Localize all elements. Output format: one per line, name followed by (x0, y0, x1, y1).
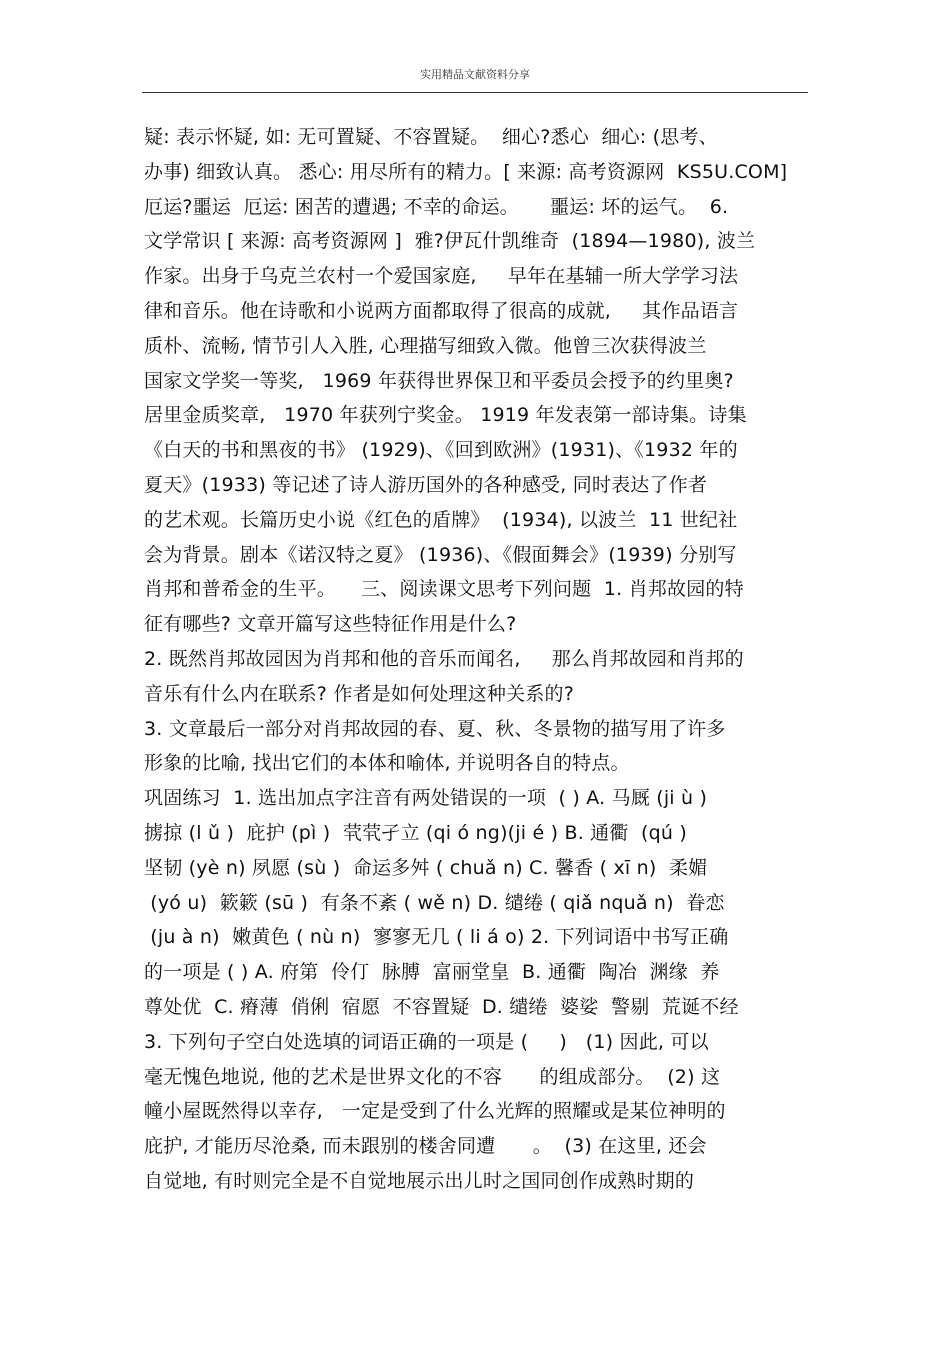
text-line: 作家。出身于乌克兰农村一个爱国家庭, 早年在基辅一所大学学习法 (144, 265, 739, 288)
document-body (144, 120, 844, 1199)
text-line: (yó u) 簌簌 (sū ) 有条不紊 ( wě n) D. 缱绻 ( qiǎ nquǎ n) 眷恋 (144, 891, 725, 914)
text-line: 的一项是 ( ) A. 府第 伶仃 脉膊 富丽堂皇 B. 通衢 陶冶 渊缘 养 (144, 961, 720, 984)
text-line: 国家文学奖一等奖, 1969 年获得世界保卫和平委员会授予的约里奥? (144, 369, 734, 392)
text-line: 征有哪些? 文章开篇写这些特征作用是什么? (144, 613, 517, 636)
text-line: 办事) 细致认真。 悉心: 用尽所有的精力。[ 来源: 高考资源网 KS5U.COM] (144, 160, 788, 183)
text-line: 肖邦和普希金的生平。 三、阅读课文思考下列问题 1. 肖邦故园的特 (144, 578, 744, 601)
text-line: 尊处优 C. 瘠薄 俏俐 宿愿 不容置疑 D. 缱绻 婆娑 警剔 荒诞不经 (144, 995, 739, 1018)
text-line: 坚韧 (yè n) 夙愿 (sù ) 命运多舛 ( chuǎ n) C. 馨香 ( xī n) 柔媚 (144, 856, 708, 879)
text-line: 《白天的书和黑夜的书》 (1929)、《回到欧洲》(1931)、《1932 年的 (144, 439, 738, 462)
text-line: 2. 既然肖邦故园因为肖邦和他的音乐而闻名, 那么肖邦故园和肖邦的 (144, 647, 744, 670)
text-line: 3. 文章最后一部分对肖邦故园的春、夏、秋、冬景物的描写用了许多 (144, 717, 726, 740)
text-line: 的艺术观。长篇历史小说《红色的盾牌》 (1934), 以波兰 11 世纪社 (144, 508, 738, 531)
text-line: 自觉地, 有时则完全是不自觉地展示出儿时之国同创作成熟时期的 (144, 1169, 695, 1192)
text-line: 疑: 表示怀疑, 如: 无可置疑、不容置疑。 细心?悉心 细心: (思考、 (144, 126, 718, 148)
text-line: 毫无愧色地说, 他的艺术是世界文化的不容 的组成部分。 (2) 这 (144, 1065, 721, 1088)
text-line: 3. 下列句子空白处选填的词语正确的一项是 ( ) (1) 因此, 可以 (144, 1030, 709, 1053)
text-line: 会为背景。剧本《诺汉特之夏》 (1936)、《假面舞会》(1939) 分别写 (144, 543, 737, 566)
header-divider (142, 92, 808, 93)
text-line: 文学常识 [ 来源: 高考资源网 ] 雅?伊瓦什凯维奇 (1894—1980), 波兰 (144, 230, 756, 253)
text-line: 音乐有什么内在联系? 作者是如何处理这种关系的? (144, 682, 575, 705)
page-header: 实用精品文献资料分享 (420, 68, 530, 81)
text-line: 庇护, 才能历尽沧桑, 而未跟别的楼舍同遭 。 (3) 在这里, 还会 (144, 1135, 707, 1158)
text-line: 幢小屋既然得以幸存, 一定是受到了什么光辉的照耀或是某位神明的 (144, 1100, 726, 1123)
text-line: (ju à n) 嫩黄色 ( nù n) 寥寥无几 ( li á o) 2. 下列词语中书写正确 (144, 926, 729, 949)
text-line: 律和音乐。他在诗歌和小说两方面都取得了很高的成就, 其作品语言 (144, 299, 739, 322)
text-line: 质朴、流畅, 情节引人入胜, 心理描写细致入微。他曾三次获得波兰 (144, 334, 707, 357)
text-line: 形象的比喻, 找出它们的本体和喻体, 并说明各自的特点。 (144, 752, 630, 775)
text-line: 居里金质奖章, 1970 年获列宁奖金。 1919 年发表第一部诗集。诗集 (144, 404, 747, 427)
text-line: 掳掠 (l ǔ ) 庇护 (pì ) 茕茕孑立 (qi ó ng)(ji é ) B. 通衢 (qú ) (144, 821, 688, 844)
text-line: 厄运?噩运 厄运: 困苦的遭遇; 不幸的命运。 噩运: 坏的运气。 6. (144, 195, 729, 218)
text-line: 夏天》(1933) 等记述了诗人游历国外的各种感受, 同时表达了作者 (144, 473, 708, 496)
text-line: 巩固练习 1. 选出加点字注音有两处错误的一项 ( ) A. 马厩 (ji ù ) (144, 787, 708, 810)
